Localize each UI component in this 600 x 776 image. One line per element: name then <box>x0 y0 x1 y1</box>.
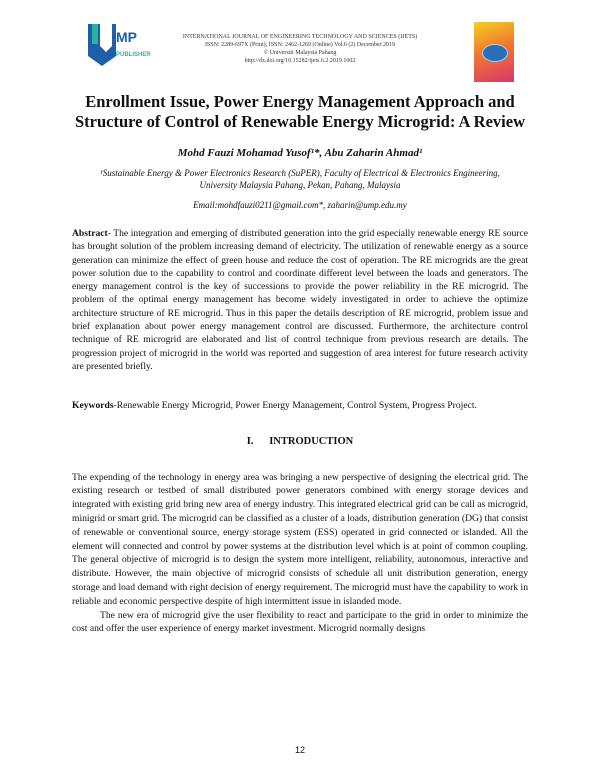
email: Email:mohdfauzi0211@gmail.com*, zaharin@ump.edu.my <box>193 200 407 210</box>
affiliation-line: ¹Sustainable Energy & Power Electronics Research (SuPER), Faculty of Electrical & Electronics Engineering, <box>100 168 500 178</box>
svg-text:MP: MP <box>116 29 137 45</box>
abstract <box>72 227 528 373</box>
journal-info <box>150 33 450 65</box>
keywords-label: Keywords <box>72 400 114 412</box>
section-heading: I. INTRODUCTION <box>246 435 354 447</box>
intro-paragraph: The expending of the technology in energy area was bringing a new perspective of designing the electrical grid. The existing research or testbed of small distributed power generators combined with energy storage devices and integrated with existing grid bring new area of energy industry. This integrated electrical grid can be call as microgrid, minigrid or smart grid. The microgrid can be classified as a cluster of a loads, distribution generation (DG) that consist of renewable or conventional source, energy storage system (ESS) operated in grid connected or islanded. All the element will connected and control by power systems at the distribution level which is at point of common coupling. The general objective of microgrid is to design the system more intelligent, reliability, autonomous, interactive and distribute. However, the main objective of microgrid consists of schedule all unit distribution generation, energy storage and load demand with right decision of energy requirement. The microgrid must have the capability to work in reliable and economic perspective despite of high intermittent issue in islanded mode. <box>72 471 528 607</box>
keywords <box>72 399 528 412</box>
doi: http://dx.doi.org/10.15282/ijets.6.2.2019.1002 <box>244 58 356 64</box>
abstract-label: Abstract <box>72 228 108 239</box>
intro-paragraph: The new era of microgrid give the user flexibility to react and participate to the grid in order to minimize the cost and offer the user experience of energy market investment. Microgrid normally designs <box>72 609 528 635</box>
affiliation-line: University Malaysia Pahang, Pekan, Pahang, Malaysia <box>199 180 401 190</box>
abstract-text: - The integration and emerging of distributed generation into the grid especially renewable energy RE source has brought solution of the problem increasing demand of electricity. The utilization of renewable energy as a source generation can minimize the effect of green house and reduce the cost of operation. The RE microgrids are the great power solution due to the capability to control and coordinate different level between the loads and generators. The energy management control is the key of successions to provide the power reliability in the RE microgrid. The problem of the optimal energy management has become widely investigated in order to achieve the optimize architecture structure of RE microgrid. Thus in this paper the details description of RE microgrid, problem issue and brief explanation about power energy management control are discussed. Furthermore, the architecture control technique of RE microgrid are elaborated and list of control technique from previous research are details. The progression project of microgrid in the world was reported and suggestion of area interest for future research activity are presented briefly. <box>72 228 528 372</box>
affiliation <box>60 167 540 191</box>
paper-title: Enrollment Issue, Power Energy Management Approach and Structure of Control of Renewable Energy Microgrid: A Review <box>74 92 525 131</box>
paper-body <box>72 227 528 636</box>
authors: Mohd Fauzi Mohamad Yusof¹*, Abu Zaharin Ahmad¹ <box>177 147 423 159</box>
page-number: 12 <box>294 745 305 755</box>
ump-publisher-logo <box>86 16 151 68</box>
keywords-text: -Renewable Energy Microgrid, Power Energy Management, Control System, Progress Project. <box>113 400 477 412</box>
journal-name: INTERNATIONAL JOURNAL OF ENGINEERING TECHNOLOGY AND SCIENCES (IJETS) <box>182 34 418 40</box>
issn: ISSN: 2289-697X (Print); ISSN: 2462-1269 (Online) Vol.6 (2) December 2019 <box>204 42 396 48</box>
journal-cover-image <box>474 22 514 82</box>
svg-text:PUBLISHER: PUBLISHER <box>116 52 151 58</box>
copyright: © Universiti Malaysia Pahang <box>263 50 337 56</box>
